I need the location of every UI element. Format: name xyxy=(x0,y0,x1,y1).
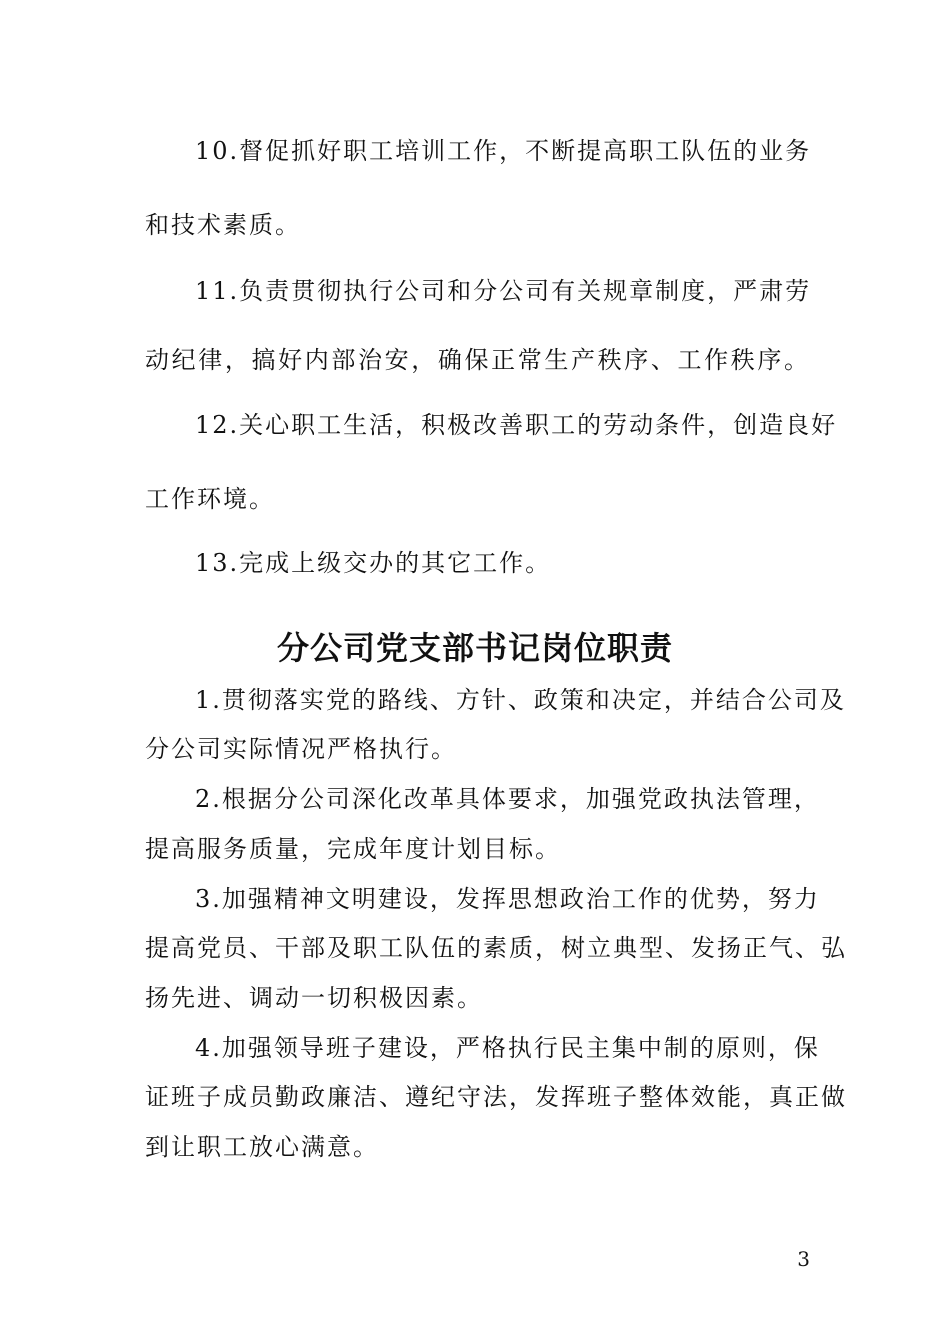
duty-4-line-2: 证班子成员勤政廉洁、遵纪守法，发挥班子整体效能，真正做 xyxy=(145,1083,847,1111)
duty-2-line-2: 提高服务质量，完成年度计划目标。 xyxy=(145,835,561,863)
item-11-line-2: 动纪律，搞好内部治安，确保正常生产秩序、工作秩序。 xyxy=(145,346,810,374)
duty-3-line-3: 扬先进、调动一切积极因素。 xyxy=(145,984,483,1012)
duty-4-line-3: 到让职工放心满意。 xyxy=(145,1133,379,1161)
duty-3-line-1: 3.加强精神文明建设，发挥思想政治工作的优势，努力 xyxy=(195,885,820,913)
duty-3-line-2: 提高党员、干部及职工队伍的素质，树立典型、发扬正气、弘 xyxy=(145,934,847,962)
item-10-line-1: 10.督促抓好职工培训工作，不断提高职工队伍的业务 xyxy=(195,137,812,165)
item-13-line-1: 13.完成上级交办的其它工作。 xyxy=(195,549,552,577)
duty-1-line-2: 分公司实际情况严格执行。 xyxy=(145,735,457,763)
item-11-line-1: 11.负责贯彻执行公司和分公司有关规章制度，严肃劳 xyxy=(195,277,812,305)
item-10-line-2: 和技术素质。 xyxy=(145,211,301,239)
section-title: 分公司党支部书记岗位职责 xyxy=(276,629,673,667)
duty-2-line-1: 2.根据分公司深化改革具体要求，加强党政执法管理， xyxy=(195,785,820,813)
duty-1-line-1: 1.贯彻落实党的路线、方针、政策和决定，并结合公司及 xyxy=(195,686,846,714)
page-number: 3 xyxy=(797,1247,810,1271)
duty-4-line-1: 4.加强领导班子建设，严格执行民主集中制的原则，保 xyxy=(195,1034,820,1062)
item-12-line-1: 12.关心职工生活，积极改善职工的劳动条件，创造良好 xyxy=(195,411,838,439)
item-12-line-2: 工作环境。 xyxy=(145,485,275,513)
